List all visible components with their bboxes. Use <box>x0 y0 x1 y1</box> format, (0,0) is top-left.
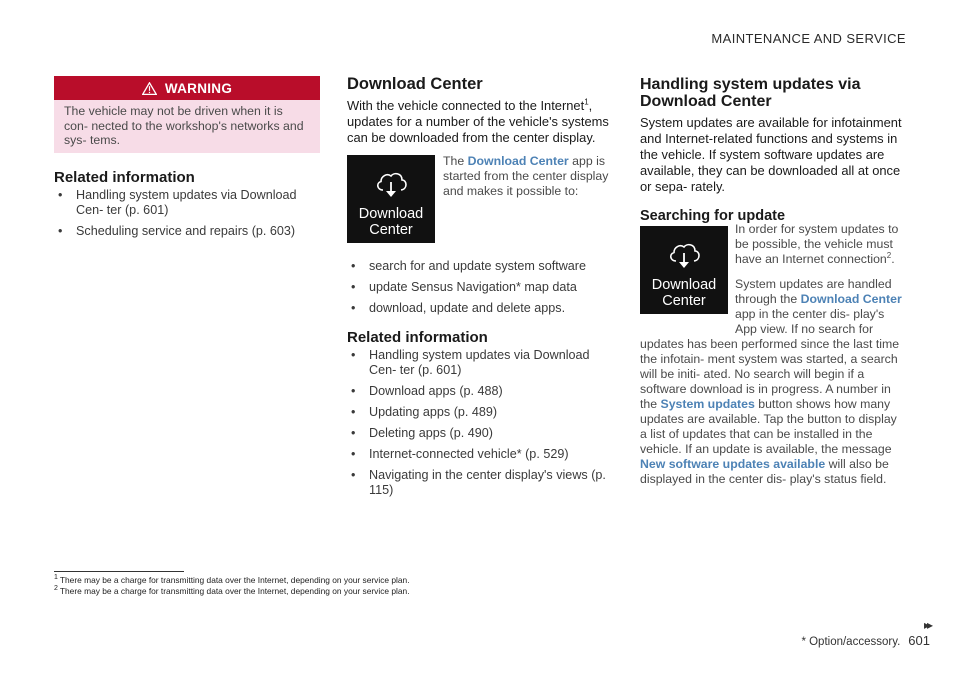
footnote-ref[interactable]: 1 <box>584 97 589 107</box>
intro-paragraph: System updates are available for infotainment and Internet-related functions and systems in the vehicle. If system software updates are available, they can be downloaded all at once or sepa- rately. <box>640 115 902 194</box>
system-updates-button-label: System updates <box>660 397 755 411</box>
download-center-app-icon <box>347 155 435 243</box>
footnote <box>54 586 410 596</box>
update-text-d: will also be displayed in the center dis- play's status field. <box>640 457 889 486</box>
related-link[interactable]: • Deleting apps (p. 490) <box>347 426 611 441</box>
update-text-b: app in the center dis- play's App view. If no search for updates has been performed since the last time the infotain- ment system was started, a search will be initi- ated. No search will begin if a software download is in progress. A number in the <box>640 307 900 411</box>
text-the: The <box>443 154 468 168</box>
icon-label-center: Center <box>662 293 706 309</box>
related-link[interactable]: • Handling system updates via Download Cen- ter (p. 601) <box>347 348 611 378</box>
app-description-rest: app is started from the center display and makes it possible to: <box>443 154 609 198</box>
section-title: Handling system updates via Download Center <box>640 76 861 110</box>
page-footer <box>801 633 930 648</box>
new-updates-message: New software updates available <box>640 457 826 471</box>
intro-paragraph <box>347 98 611 146</box>
option-accessory-note: * Option/accessory. <box>801 636 901 648</box>
section-title: Download Center <box>347 75 483 93</box>
download-center-app-icon <box>640 226 728 314</box>
related-link[interactable]: • Navigating in the center display's views (p. 115) <box>347 468 611 498</box>
list-item: • update Sensus Navigation* map data <box>347 280 611 295</box>
update-text-a: System updates are handled through the <box>735 277 892 306</box>
related-list <box>347 348 611 498</box>
intro-text-rest: , updates for a number of the vehicle's systems can be downloaded from the center display. <box>347 98 609 145</box>
warning-title: WARNING <box>164 80 233 96</box>
section-header: MAINTENANCE AND SERVICE <box>711 31 906 46</box>
related-link[interactable]: • Download apps (p. 488) <box>347 384 611 399</box>
list-item: • download, update and delete apps. <box>347 301 611 316</box>
warning-box <box>54 76 320 153</box>
app-intro-block <box>347 155 611 243</box>
page-number: 601 <box>908 633 930 648</box>
warning-triangle-icon <box>142 82 157 95</box>
footnote-ref[interactable]: 2 <box>886 250 892 260</box>
footnote-text: There may be a charge for transmitting data over the Internet, depending on your service plan. <box>59 575 410 585</box>
column-2 <box>347 76 611 504</box>
warning-text: The vehicle may not be driven when it is con- nected to the workshop's networks and sys- tems. <box>54 100 320 153</box>
related-information-heading: Related information <box>347 329 488 346</box>
list-item: • search for and update system software <box>347 259 611 274</box>
connection-text-end: . <box>891 252 895 266</box>
related-link[interactable]: • Scheduling service and repairs (p. 603) <box>54 224 320 239</box>
app-description <box>443 154 611 243</box>
related-information-heading: Related information <box>54 169 195 186</box>
related-link[interactable]: • Internet-connected vehicle* (p. 529) <box>347 447 611 462</box>
warning-header <box>54 76 320 100</box>
footnote-text: There may be a charge for transmitting data over the Internet, depending on your service plan. <box>59 586 410 596</box>
cloud-download-icon <box>373 170 409 200</box>
feature-list <box>347 259 611 316</box>
footnote-number: 1 <box>54 574 58 582</box>
next-page-arrows-icon[interactable]: ▸▸ <box>923 618 930 632</box>
update-search-block <box>640 222 906 487</box>
column-3 <box>640 76 906 487</box>
related-list <box>54 188 320 239</box>
column-1 <box>54 76 320 245</box>
footnote <box>54 575 410 585</box>
app-name-highlight: Download Center <box>800 292 902 306</box>
footnote-number: 2 <box>54 585 58 593</box>
connection-text: In order for system updates to be possible, the vehicle must have an Internet connection <box>735 222 899 266</box>
icon-label-center: Center <box>369 222 413 238</box>
cloud-download-icon <box>666 241 702 271</box>
related-link[interactable]: • Updating apps (p. 489) <box>347 405 611 420</box>
subsection-title: Searching for update <box>640 208 786 224</box>
app-name-highlight: Download Center <box>467 154 569 168</box>
icon-label-download: Download <box>651 277 717 293</box>
intro-text: With the vehicle connected to the Internet <box>347 98 585 113</box>
related-link[interactable]: • Handling system updates via Download Cen- ter (p. 601) <box>54 188 320 218</box>
footnote-divider <box>54 571 184 572</box>
update-text-c: button shows how many updates are available. Tap the button to display a list of updates that can be installed in the vehicle. If an update is available, the message <box>640 397 897 456</box>
icon-label-download: Download <box>358 206 424 222</box>
